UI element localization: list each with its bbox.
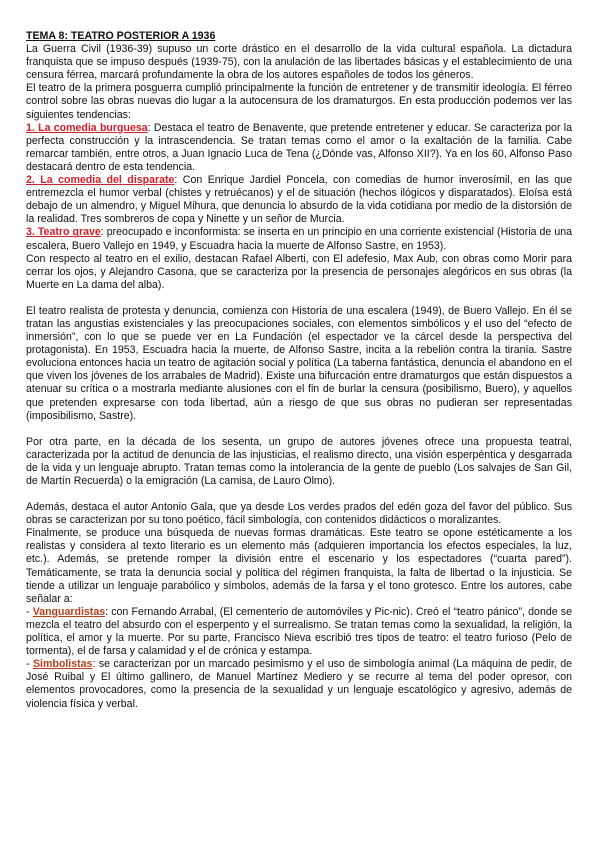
document-title: TEMA 8: TEATRO POSTERIOR A 1936 [26,30,216,42]
tendency-label: 2. La comedia del disparate [26,174,175,187]
paragraph-gap [26,423,572,436]
paragraph-exilio: Con respecto al teatro en el exilio, destacan Rafael Alberti, con El adefesio, Max Aub, con obras como Morir para cerrar los ojos, y Alejandro Casona, que se caracteriza por la presencia de personajes alegóricos en sus obras (la Muerte en La dama del alba). [26,252,572,291]
paragraph-intro: La Guerra Civil (1936-39) supuso un corte drástico en el desarrollo de la vida cultural española. La dictadura franquista que se impuso después (1939-75), con la anulación de las libertades básicas y el establecimiento de una censura férrea, marcará profundamente la obra de los autores españoles de todos los géneros. [26,43,572,82]
document-page [26,30,572,711]
paragraph-antonio-gala: Además, destaca el autor Antonio Gala, que ya desde Los verdes prados del edén goza del favor del público. Sus obras se caracterizan por su tono poético, fácil simbología, con contenidos didácticos o moralizantes. [26,501,572,527]
tendency-text: : Destaca el teatro de Benavente, que pretende entretener y educar. Se caracteriza por la perfecta construcción y la intrascendencia. Se tratan temas como el amor o la exaltación de la familia. Cabe remarcar también, entre otros, a Juan Ignacio Luca de Tena (¿Dónde vas, Alfonso XII?). Ya en los 60, Alfonso Paso destacará dentro de esta tendencia. [26,121,572,173]
group-text: : con Fernando Arrabal, (El cementerio de automóviles y Pic-nic). Creó el “teatro pánico”, donde se mezcla el teatro del absurdo con el esperpento y el surrealismo. Se tratan temas como la sexualidad, la religión, la política, el amor y la muerte. Por su parte, Francisco Nieva escribió tres tipos de teatro: el teatro furioso (Pelo de tormenta), el de farsa y calamidad y el de crónica y estampa. [26,605,572,658]
group-text: : se caracterizan por un marcado pesimismo y el uso de simbología animal (La máquina de pedir, de José Ruibal y El último gallinero, de Manuel Martínez Mediero y se recurre al tema del poder opresor, con elementos provocadores, como la presencia de la sexualidad y un lenguaje escatológico y agresivo, además de violencia física y verbal. [26,658,572,710]
tendency-text: : preocupado e inconformista: se inserta en un principio en una corriente existencial (Historia de una escalera, Buero Vallejo en 1949, y Escuadra hacia la muerte de Alfonso Sastre, en 1953). [26,226,572,252]
author-group-vanguardistas [26,606,572,658]
paragraph-nuevas-formas: Finalmente, se produce una búsqueda de nuevas formas dramáticas. Este teatro se opone estéticamente a los realistas y considera al texto literario es un elemento más (adquieren importancia los efectos especiales, la luz, etc.). Además, se pretende romper la división entre el escenario y los espectadores (“cuarta pared”). Temáticamente, se trata la denuncia social y política del régimen franquista, la falta de libertad o la injusticia. Se tiende a utilizar un lenguaje parabólico y símbolos, además de la farsa y el tono grotesco. Entre los autores, cabe señalar a: [26,527,572,605]
paragraph-gap [26,292,572,305]
paragraph-posguerra: El teatro de la primera posguerra cumplió principalmente la función de entretener y de transmitir ideología. El férreo control sobre las obras nuevas dio lugar a la autocensura de los dramaturgos. En esta producción podemos ver las siguientes tendencias: [26,82,572,121]
list-dash: - [26,605,33,618]
tendency-comedia-burguesa [26,122,572,174]
tendency-label: 3. Teatro grave [26,226,101,239]
tendency-text: : Con Enrique Jardiel Poncela, con comedias de humor inverosímil, en las que entremezcla el humor verbal (chistes y retruécanos) y el de situación (hechos ilógicos y disparatados). Eloísa está debajo de un almendro, y Miguel Mihura, que denuncia lo absurdo de la vida cotidiana por medio de la distorsión de la realidad. Tres sombreros de copa y Ninette y un señor de Murcia. [26,174,572,226]
author-group-simbolistas [26,658,572,710]
tendency-label: 1. La comedia burguesa [26,121,148,134]
group-label: Simbolistas [32,658,93,671]
paragraph-gap [26,488,572,501]
list-dash: - [26,658,33,671]
paragraph-teatro-realista: El teatro realista de protesta y denuncia, comienza con Historia de una escalera (1949), de Buero Vallejo. En él se tratan las angustias existenciales y las preocupaciones sociales, con elementos simbólicos y el uso del “efecto de inmersión”, con lo que se puede ver en La Fundación (el espectador ve la cárcel desde la perspectiva del protagonista). En 1953, Escuadra hacia la muerte, de Alfonso Sastre, incita a la rebelión contra la tiranía. Sastre evoluciona entonces hacia un teatro de agitación social y política (La taberna fantástica, denuncia el abandono en el que viven los jóvenes de los arrabales de Madrid). Existe una bifurcación entre dramaturgos que están dispuestos a atenuar su crítica o a mostrarla mediante alusiones con el fin de burlar la censura (posibilismo, Buero), y aquellos que pretenden expresarse con toda libertad, aún a riesgo de que sus obras no pudieran ser representadas (imposibilismo, Sastre). [26,304,572,422]
tendency-comedia-disparate [26,174,572,226]
tendency-teatro-grave [26,226,572,252]
paragraph-sesenta: Por otra parte, en la década de los sesenta, un grupo de autores jóvenes ofrece una propuesta teatral, caracterizada por la actitud de denuncia de las injusticias, el realismo directo, una visión esperpéntica y desgarrada de la vida y un lenguaje abrupto. Tratan temas como la intolerancia de la gente de pueblo (Los salvajes de San Gil, de Martín Recuerda) o la emigración (La camisa, de Lauro Olmo). [26,435,572,487]
group-label: Vanguardistas [32,605,106,618]
